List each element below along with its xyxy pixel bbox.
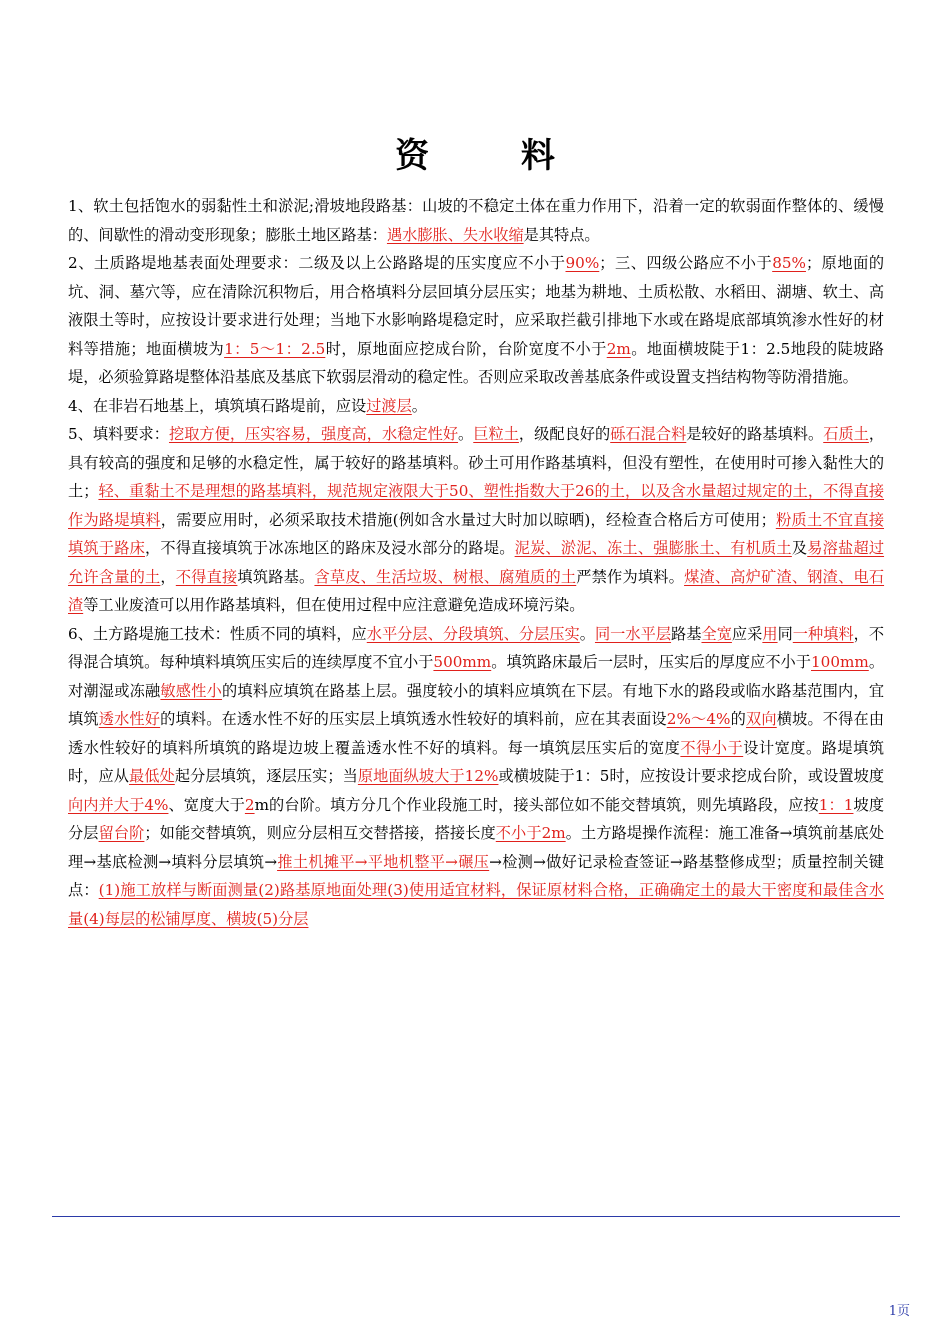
page-title: 资 料 [395,136,595,176]
highlighted-text: 挖取方便，压实容易，强度高，水稳定性好 [168,425,459,443]
highlighted-text: 易溶盐超过允许含量的土 [68,539,885,586]
highlighted-text: 透水性好 [98,710,161,728]
body-text: 及 [791,539,808,557]
body-text: 6、土方路堤施工技术：性质不同的填料，应 [68,624,367,643]
paragraph-2 [68,249,884,392]
body-text: 、宽度大于 [168,795,245,814]
body-text: 应采 [731,624,763,643]
highlighted-text: 石质土 [823,425,869,443]
body-text: m的台阶。填方分几个作业段施工时，接头部位如不能交替填筑，则先填路段，应按 [254,795,819,814]
highlighted-text: 用 [762,624,778,643]
paragraph-5 [68,420,884,620]
highlighted-text: 500mm [433,653,492,671]
body-text: 填筑路基。 [237,567,315,586]
body-text: →检测→做好记录检查签证→路基整修成型；质量控制关键点： [68,852,884,899]
highlighted-text: 全宽 [701,624,732,643]
body-text: ；三、四级公路应不小于 [599,254,773,272]
body-text: 横坡。不得在由透水性较好的填料所填筑的路堤边坡上覆盖透水性不好的填料。每一填筑层压实后的宽度 [68,710,885,757]
body-text: 4、在非岩石地基上，填筑填石路堤前，应设 [68,396,367,415]
highlighted-text: 原地面纵坡大于12% [357,767,499,785]
footer-rule [52,1216,900,1217]
body-text: 路基 [671,624,702,643]
body-text: 是较好的路基填料。 [686,425,824,443]
page-number: 1页 [888,1304,910,1319]
highlighted-text: 砾石混合料 [610,425,687,443]
highlighted-text: 1：5～1：2.5 [224,339,326,358]
body-text: 2、土质路堤地基表面处理要求：二级及以上公路路堤的压实度应不小于 [68,254,566,272]
body-text: 坡度分层 [68,795,885,842]
body-text: 。地面横坡陡于1：2.5地段的陡坡路堤，必须验算路堤整体沿基底及基底下软弱层滑动的稳定性。否则应采取改善基底条件或设置支挡结构物等防滑措施。 [68,339,884,386]
body-text: 。土方路堤操作流程：施工准备→填筑前基底处理→基底检测→填料分层填筑→ [68,824,885,871]
body-text: 。对潮湿或冻融 [68,653,885,700]
highlighted-text: (1)施工放样与断面测量(2)路基原地面处理(3)使用适宜材料，保证原材料合格，正确确定土的最大干密度和最佳含水量(4)每层的松铺厚度、横坡(5)分层 [68,881,885,928]
highlighted-text: 100mm [811,653,869,671]
body-text: 5、填料要求： [68,425,169,443]
highlighted-text: 最低处 [129,767,175,785]
body-text: 的 [730,710,747,728]
highlighted-text: 一种填料 [792,624,854,643]
body-text: 严禁作为填料。 [576,567,685,586]
highlighted-text: 不小于2m [495,824,566,842]
highlighted-text: 向内并大于4% [68,795,169,814]
highlighted-text: 2%～4% [666,710,731,728]
highlighted-text: 推土机摊平→平地机整平→碾压 [277,852,490,871]
paragraph-1 [68,192,884,249]
highlighted-text: 遇水膨胀、失水收缩 [386,225,524,244]
body-text: 起分层填筑，逐层压实；当 [174,767,358,785]
body-text: 。 [458,425,474,443]
body-text: ；如能交替填筑，则应分层相互交替搭接，搭接长度 [144,824,496,842]
highlighted-text: 双向 [746,710,777,728]
highlighted-text: 2m [606,339,631,358]
body-text: 。 [579,624,595,643]
body-text: 的填料。在透水性不好的压实层上填筑透水性较好的填料前，应在其表面设 [160,710,667,728]
paragraph-6 [68,620,884,934]
highlighted-text: 含草皮、生活垃圾、树根、腐殖质的土 [314,567,577,586]
highlighted-text: 1：1 [818,795,854,814]
body-text: 。 [411,396,427,415]
highlighted-text: 巨粒土 [473,425,519,443]
body-text: 或横坡陡于1：5时，应按设计要求挖成台阶，或设置坡度 [498,767,885,785]
highlighted-text: 同一水平层 [594,624,672,643]
body-text: ；原地面的坑、洞、墓穴等，应在清除沉积物后，用合格填料分层回填分层压实；地基为耕地、土质松散、水稻田、湖塘、软土、高液限土等时，应按设计要求进行处理；当地下水影响路堤稳定时，应采取拦截引排地下水或在路堤底部填筑渗水性好的材料等措施；地面横坡为 [68,254,885,358]
highlighted-text: 不得直接 [175,567,238,586]
highlighted-text: 过渡层 [366,396,412,415]
highlighted-text: 留台阶 [98,824,145,842]
highlighted-text: 90% [565,254,600,272]
highlighted-text: 轻、重黏土不是理想的路基填料，规范规定液限大于50、塑性指数大于26的土，以及含水量超过规定的土，不得直接作为路堤填料 [68,482,885,529]
paragraph-4 [68,392,884,421]
body-text: 的填料应填筑在路基上层。强度较小的填料应填筑在下层。有地下水的路段或临水路基范围内，宜填筑 [68,681,885,728]
body-text: ， [160,567,176,586]
body-text: ，级配良好的 [518,425,611,443]
highlighted-text: 85% [772,254,806,272]
body-text: 是其特点。 [523,225,600,244]
body-text: 。填筑路床最后一层时，压实后的厚度应不小于 [491,653,811,671]
body-text: 1、软土包括饱水的弱黏性土和淤泥;滑坡地段路基：山坡的不稳定土体在重力作用下，沿着一定的软弱面作整体的、缓慢的、间歇性的滑动变形现象；膨胀土地区路基： [68,197,884,244]
highlighted-text: 2 [244,795,255,814]
body-text: ，具有较高的强度和足够的水稳定性，属于较好的路基填料。砂土可用作路基填料，但没有塑性，在使用时可掺入黏性大的土； [68,425,885,500]
body-text: ，需要应用时，必须采取技术措施(例如含水量过大时加以晾晒)，经检查合格后方可使用； [160,510,776,529]
body-text: 同 [777,624,793,643]
highlighted-text: 敏感性小 [160,681,223,700]
highlighted-text: 不得小于 [680,738,744,757]
highlighted-text: 水平分层、分段填筑、分层压实 [366,624,580,643]
body-text: 设计宽度。路堤填筑时，应从 [68,738,885,785]
body-text: ，不得直接填筑于冰冻地区的路床及浸水部分的路堤。 [145,539,515,557]
body-text: 等工业废渣可以用作路基填料，但在使用过程中应注意避免造成环境污染。 [83,596,585,614]
body-text: ，不得混合填筑。每种填料填筑压实后的连续厚度不宜小于 [68,624,885,671]
highlighted-text: 泥炭、淤泥、冻土、强膨胀土、有机质土 [514,539,792,557]
highlighted-text: 煤渣、高炉矿渣、钢渣、电石渣 [68,567,885,614]
body-text: 时，原地面应挖成台阶，台阶宽度不小于 [325,339,607,358]
document-body [68,192,884,933]
highlighted-text: 粉质土不宜直接填筑于路床 [68,510,885,557]
